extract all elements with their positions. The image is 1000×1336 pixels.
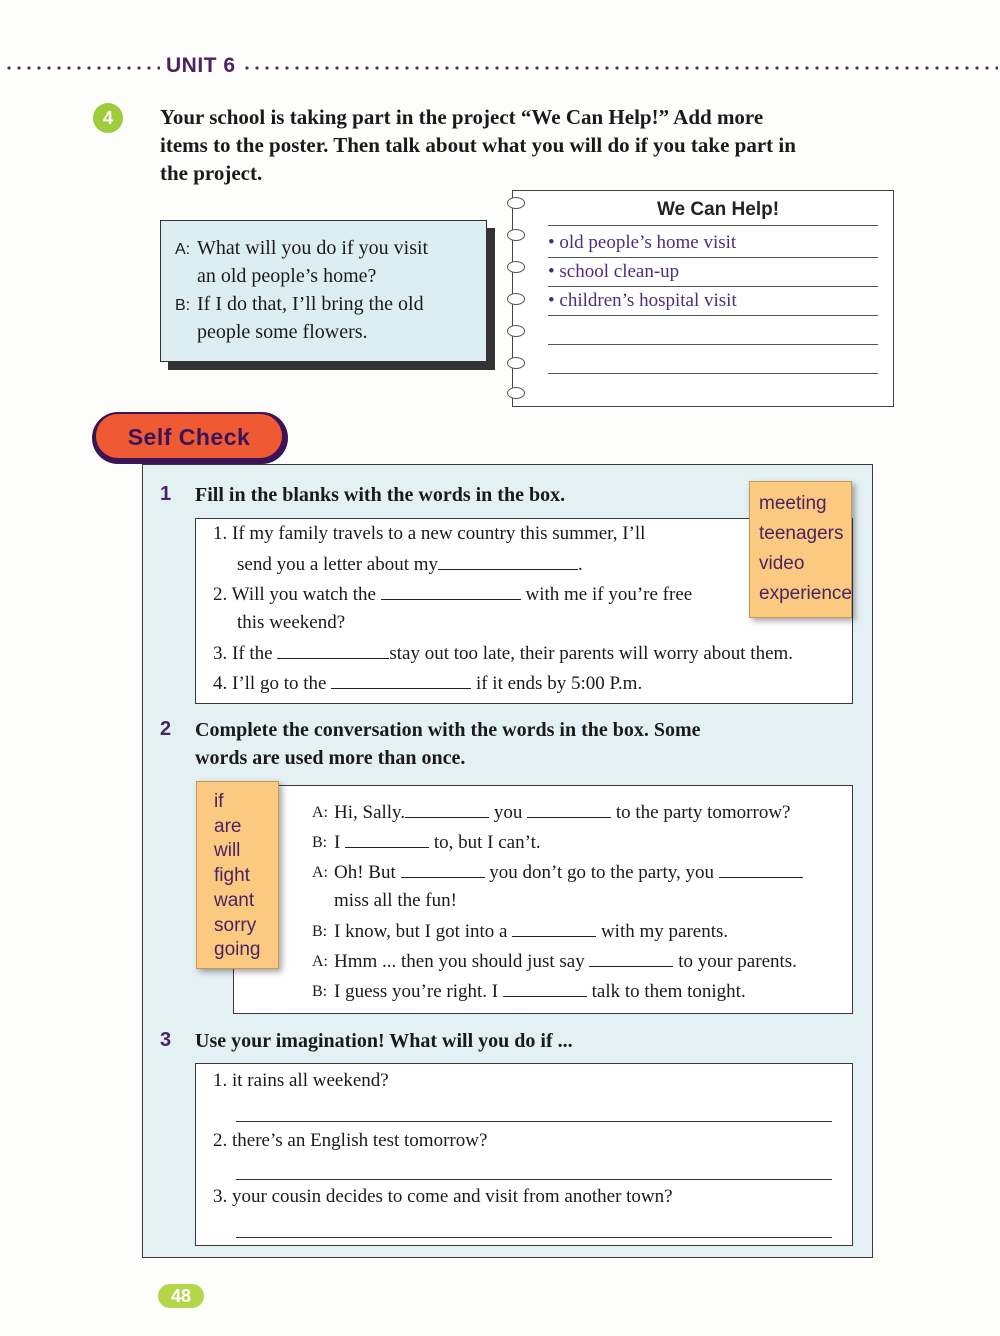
q3-text: 3. If the bbox=[213, 643, 273, 664]
q1-text: send you a letter about my bbox=[237, 554, 439, 575]
conversation-text: Oh! But bbox=[334, 862, 396, 883]
section-title: Use your imagination! What will you do if ... bbox=[195, 1030, 573, 1052]
poster-item: • old people’s home visit bbox=[548, 232, 737, 253]
word-box-item: are bbox=[214, 816, 242, 837]
conversation-line bbox=[334, 861, 803, 884]
q1-text: . bbox=[578, 554, 583, 575]
conversation-text: you don’t go to the party, you bbox=[489, 862, 715, 883]
word-box-item: will bbox=[214, 840, 241, 861]
section2-word-box bbox=[196, 781, 279, 969]
answer-blank[interactable] bbox=[719, 861, 803, 878]
task4-instruction-line: Your school is taking part in the project “We Can Help!” Add more bbox=[160, 105, 764, 129]
conversation-text: Hmm ... then you should just say bbox=[334, 951, 585, 972]
conversation-line bbox=[334, 980, 746, 1003]
answer-blank[interactable] bbox=[589, 950, 673, 967]
task4-number-badge: 4 bbox=[93, 103, 123, 133]
ring-icon bbox=[507, 293, 525, 305]
answer-blank[interactable] bbox=[331, 672, 471, 689]
dialog-line bbox=[175, 293, 424, 316]
word-box-item: fight bbox=[214, 865, 250, 886]
section-title bbox=[195, 716, 701, 772]
ring-icon bbox=[507, 261, 525, 273]
speaker-label: A: bbox=[312, 804, 328, 821]
speaker-label: A: bbox=[312, 953, 328, 970]
self-check-badge: Self Check bbox=[96, 414, 282, 458]
conversation-text: you bbox=[493, 802, 523, 823]
q2-line bbox=[213, 583, 692, 606]
q1-line: 1. If my family travels to a new country this summer, I’ll bbox=[213, 523, 646, 544]
word-box-item: sorry bbox=[214, 915, 257, 936]
task4-instruction bbox=[160, 103, 910, 187]
poster-blank-rule bbox=[548, 344, 878, 345]
conversation-text: with my parents. bbox=[600, 921, 729, 942]
question-line: 3. your cousin decides to come and visit from another town? bbox=[213, 1186, 673, 1207]
example-dialog-box bbox=[160, 220, 487, 362]
conversation-text: talk to them tonight. bbox=[591, 981, 746, 1002]
poster-rule bbox=[548, 315, 878, 316]
dialog-line: people some flowers. bbox=[197, 321, 368, 343]
page-number: 48 bbox=[158, 1284, 204, 1308]
dialog-line bbox=[175, 237, 428, 260]
unit-label: UNIT 6 bbox=[166, 54, 236, 77]
answer-line[interactable] bbox=[236, 1179, 832, 1180]
word-box-item: experience bbox=[759, 583, 852, 604]
header-dots-left bbox=[4, 66, 160, 70]
q2-text: with me if you’re free bbox=[525, 584, 693, 605]
question-line: 1. it rains all weekend? bbox=[213, 1070, 389, 1091]
q4-text: if it ends by 5:00 P.m. bbox=[475, 673, 643, 694]
header-dots-right bbox=[242, 66, 998, 70]
answer-line[interactable] bbox=[236, 1121, 832, 1122]
answer-blank[interactable] bbox=[277, 642, 389, 659]
word-box-item: if bbox=[214, 791, 224, 812]
dialog-text: If I do that, I’ll bring the old bbox=[197, 293, 424, 315]
q2-text: 2. Will you watch the bbox=[213, 584, 376, 605]
poster-rule bbox=[548, 286, 878, 287]
speaker-label: A: bbox=[175, 241, 191, 258]
dialog-line: an old people’s home? bbox=[197, 265, 377, 287]
answer-blank[interactable] bbox=[401, 861, 485, 878]
poster-item: • school clean-up bbox=[548, 261, 680, 282]
we-can-help-poster bbox=[512, 190, 894, 407]
answer-blank[interactable] bbox=[405, 801, 489, 818]
word-box-item: teenagers bbox=[759, 523, 844, 544]
q4-line bbox=[213, 672, 642, 695]
ring-icon bbox=[507, 357, 525, 369]
speaker-label: B: bbox=[312, 834, 328, 851]
q3-text: stay out too late, their parents will worry about them. bbox=[389, 643, 794, 664]
conversation-text: to the party tomorrow? bbox=[615, 802, 791, 823]
conversation-line bbox=[334, 950, 797, 973]
section1-word-box bbox=[749, 481, 852, 618]
word-box-item: want bbox=[214, 890, 255, 911]
section-title: Fill in the blanks with the words in the box. bbox=[195, 484, 566, 506]
word-box-item: going bbox=[214, 939, 261, 960]
conversation-line: miss all the fun! bbox=[334, 890, 457, 911]
section-number: 3 bbox=[160, 1029, 172, 1051]
conversation-text: to, but I can’t. bbox=[433, 832, 541, 853]
speaker-label: A: bbox=[312, 864, 328, 881]
conversation-text: Hi, Sally. bbox=[334, 802, 406, 823]
conversation-text: I know, but I got into a bbox=[334, 921, 508, 942]
answer-blank[interactable] bbox=[527, 801, 611, 818]
conversation-text: I guess you’re right. I bbox=[334, 981, 499, 1002]
answer-blank[interactable] bbox=[381, 583, 521, 600]
dialog-text: What will you do if you visit bbox=[197, 237, 429, 259]
poster-item: • children’s hospital visit bbox=[548, 290, 737, 311]
speaker-label: B: bbox=[312, 923, 328, 940]
answer-blank[interactable] bbox=[345, 831, 429, 848]
speaker-label: B: bbox=[175, 297, 191, 314]
conversation-line bbox=[334, 801, 790, 824]
answer-blank[interactable] bbox=[438, 553, 578, 570]
word-box-item: meeting bbox=[759, 493, 827, 514]
poster-blank-rule bbox=[548, 373, 878, 374]
question-line: 2. there’s an English test tomorrow? bbox=[213, 1130, 488, 1151]
q3-line bbox=[213, 642, 793, 665]
section-title-line: Complete the conversation with the words in the box. Some bbox=[195, 719, 701, 741]
conversation-text: to your parents. bbox=[678, 951, 797, 972]
answer-blank[interactable] bbox=[503, 980, 587, 997]
task4-instruction-line: items to the poster. Then talk about what you will do if you take part in bbox=[160, 133, 796, 157]
conversation-line bbox=[334, 831, 541, 854]
section-number: 2 bbox=[160, 718, 172, 740]
q1-line bbox=[237, 553, 583, 576]
ring-icon bbox=[507, 387, 525, 399]
speaker-label: B: bbox=[312, 983, 328, 1000]
task4-instruction-line: the project. bbox=[160, 161, 263, 185]
ring-icon bbox=[507, 229, 525, 241]
poster-rule bbox=[548, 225, 878, 226]
answer-blank[interactable] bbox=[512, 920, 596, 937]
section-number: 1 bbox=[160, 483, 172, 505]
ring-icon bbox=[507, 325, 525, 337]
conversation-line bbox=[334, 920, 728, 943]
q2-line: this weekend? bbox=[237, 612, 346, 633]
section-title-line: words are used more than once. bbox=[195, 747, 466, 769]
q4-text: 4. I’ll go to the bbox=[213, 673, 327, 694]
word-box-item: video bbox=[759, 553, 805, 574]
poster-rule bbox=[548, 257, 878, 258]
poster-title: We Can Help! bbox=[656, 199, 780, 220]
conversation-text: I bbox=[334, 832, 341, 853]
answer-line[interactable] bbox=[236, 1237, 832, 1238]
